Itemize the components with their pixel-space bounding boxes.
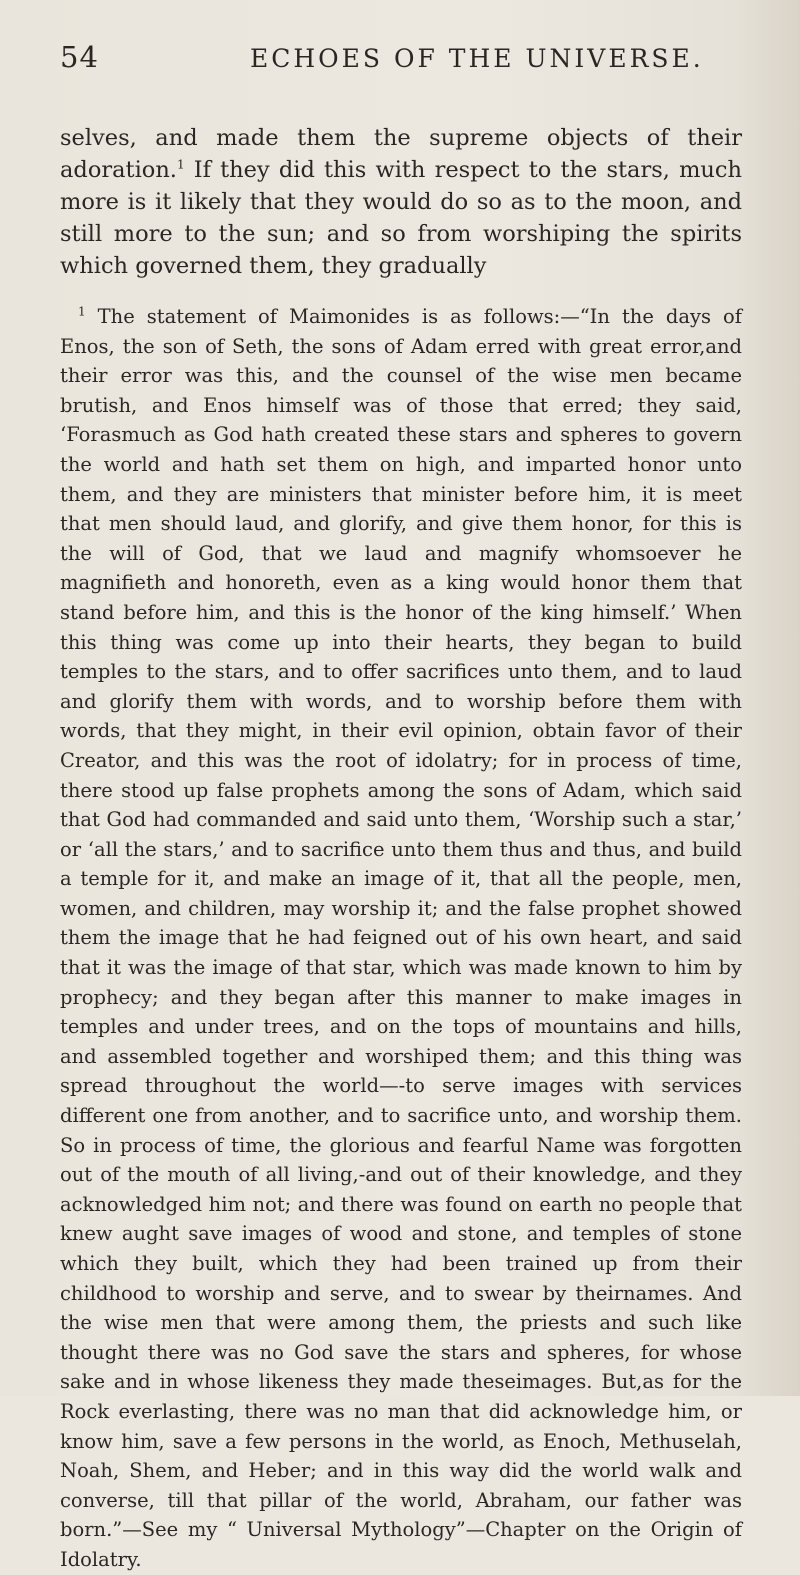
footnote (60, 302, 742, 1575)
footnote-reference[interactable]: 1 (176, 157, 185, 172)
body-paragraph (60, 122, 742, 282)
footnote-text: The statement of Maimonides is as follows:—“In the days of Enos, the son of Seth, the sons of Adam erred with great error,and their error was this, and the counsel of the wise men became brutish, and Enos himself was of those that erred; they said, ‘Forasmuch as God hath created these stars and spheres to govern the world and hath set them on high, and imparted honor unto them, and they are ministers that minister before him, it is meet that men should laud, and glorify, and give them honor, for this is the will of God, that we laud and magnify whomsoever he magnifieth and honoreth, even as a king would honor them that stand before him, and this is the honor of the king himself.’ When this thing was come up into their hearts, they began to build temples to the stars, and to offer sacrifices unto them, and to laud and glorify them with words, and to worship before them with words, that they might, in their evil opinion, obtain favor of their Creator, and this was the root of idolatry; for in process of time, there stood up false prophets among the sons of Adam, which said that God had commanded and said unto them, ‘Worship such a star,’ or ‘all the stars,’ and to sacrifice unto them thus and thus, and build a temple for it, and make an image of it, that all the people, men, women, and children, may worship it; and the false prophet showed them the image that he had feigned out of his own heart, and said that it was the image of that star, which was made known to him by prophecy; and they began after this manner to make images in temples and under trees, and on the tops of mountains and hills, and assembled together and worshiped them; and this thing was spread throughout the world—-to serve images with services different one from another, and to sacrifice unto, and worship them. So in process of time, the glorious and fearful Name was forgotten out of the mouth of all living,-and out of their knowledge, and they acknowledged him not; and there was found on earth no people that knew aught save images of wood and stone, and temples of stone which they built, which they had been trained up from their childhood to worship and serve, and to swear by theirnames. And the wise men that were among them, the priests and such like thought there was no God save the stars and spheres, for whose sake and in whose likeness they made theseimages. But,as for the Rock everlasting, there was no man that did acknowledge him, or know him, save a few persons in the world, as Enoch, Methuselah, Noah, Shem, and Heber; and in this way did the world walk and converse, till that pillar of the world, Abraham, our father was born.”—See my “ Universal Mythology”—Chapter on the Origin of Idolatry. (60, 305, 742, 1571)
footnote-marker: 1 (78, 304, 86, 319)
body-text-continued: If they did this with respect to the stars, much more is it likely that they would do so as to the moon, and still more to the sun; and so from worshiping the spirits which governed them, they gradually (60, 157, 742, 279)
running-head: ECHOES OF THE UNIVERSE. (250, 44, 704, 73)
body-text: selves, and made them the supreme objects of their adoration. (60, 125, 742, 183)
page-header (60, 40, 740, 100)
page-number: 54 (60, 40, 99, 74)
